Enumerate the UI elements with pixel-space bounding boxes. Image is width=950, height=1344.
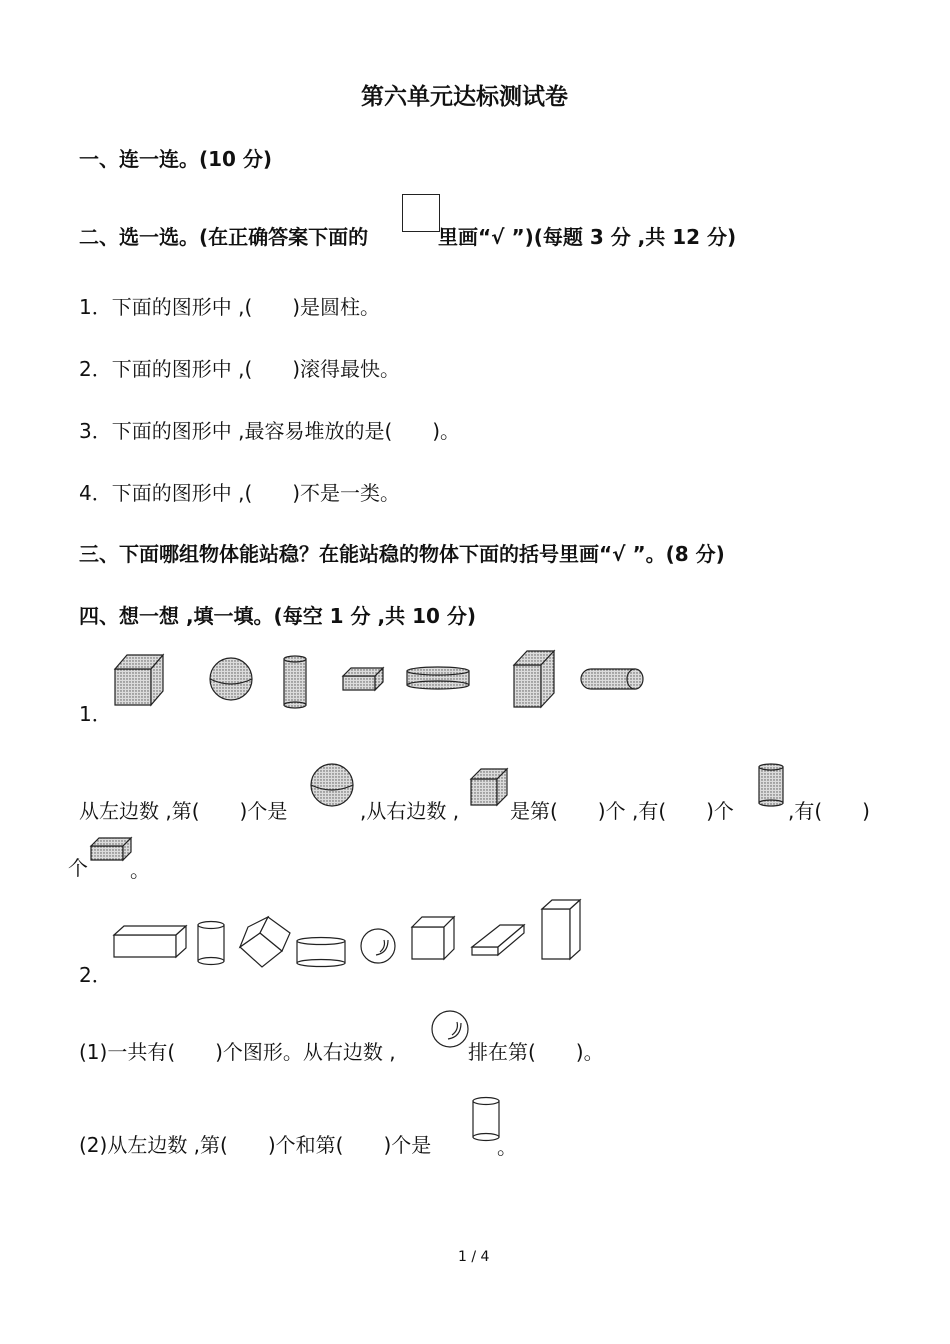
- cube-icon: [412, 917, 454, 959]
- flat-board-icon: [472, 925, 524, 955]
- question-4-2-number: 2．: [79, 963, 112, 987]
- page-number: 1 / 4: [458, 1249, 490, 1265]
- question-4-2-1-text-b: 排在第( )。: [468, 1040, 604, 1064]
- question-4-1-text-b: ,从右边数 ,: [360, 799, 460, 823]
- tilted-cube-icon: [240, 917, 290, 967]
- tall-cuboid-icon: [542, 900, 580, 959]
- question-2-1: 1．下面的图形中 ,( )是圆柱。: [79, 295, 381, 319]
- section-2-heading-part2: 里画“√ ”)(每题 3 分 ,共 12 分): [438, 225, 737, 249]
- tall-box-icon: [514, 651, 554, 707]
- sphere-icon: [210, 658, 252, 700]
- sphere-icon: [308, 761, 356, 809]
- question-4-1-text-e: 个: [68, 856, 88, 880]
- question-4-2-1-text-a: (1)一共有( )个图形。从右边数 ,: [79, 1040, 396, 1064]
- flat-box-icon: [88, 834, 134, 864]
- cylinder-icon: [755, 761, 787, 809]
- section-4-heading: 四、想一想 ,填一填。(每空 1 分 ,共 10 分): [79, 604, 477, 628]
- question-4-1-number: 1．: [79, 702, 112, 726]
- question-2-2: 2．下面的图形中 ,( )滚得最快。: [79, 357, 401, 381]
- ball-icon: [429, 1008, 471, 1050]
- cube-icon: [468, 765, 512, 809]
- cube-icon: [115, 655, 163, 705]
- shapes-row-1: [105, 645, 665, 715]
- question-4-2-2-text-a: (2)从左边数 ,第( )个和第( )个是: [79, 1133, 432, 1157]
- answer-box-icon: [402, 194, 440, 232]
- shapes-row-2: [110, 895, 590, 975]
- lying-cylinder-icon: [581, 669, 643, 689]
- section-1-heading: 一、连一连。(10 分): [79, 147, 273, 171]
- question-4-1-text-d: ,有( ): [788, 799, 870, 823]
- question-4-1-text-c: 是第( )个 ,有( )个: [510, 799, 734, 823]
- question-2-4: 4．下面的图形中 ,( )不是一类。: [79, 481, 401, 505]
- flat-cylinder-icon: [297, 938, 345, 967]
- cuboid-icon: [114, 926, 186, 957]
- cylinder-icon: [198, 922, 224, 965]
- question-2-3: 3．下面的图形中 ,最容易堆放的是( )。: [79, 419, 461, 443]
- cylinder-icon: [284, 656, 306, 708]
- question-4-1-text-a: 从左边数 ,第( )个是: [79, 799, 288, 823]
- question-4-2-2-text-b: 。: [497, 1135, 517, 1159]
- question-4-1-text-f: 。: [130, 858, 150, 882]
- page-title: 第六单元达标测试卷: [361, 84, 568, 110]
- flat-box-icon: [343, 668, 383, 690]
- ball-icon: [361, 929, 395, 963]
- section-2-heading-part1: 二、选一选。(在正确答案下面的: [79, 225, 369, 249]
- flat-cylinder-icon: [407, 667, 469, 689]
- section-3-heading: 三、下面哪组物体能站稳？在能站稳的物体下面的括号里画“√ ”。(8 分): [79, 542, 725, 566]
